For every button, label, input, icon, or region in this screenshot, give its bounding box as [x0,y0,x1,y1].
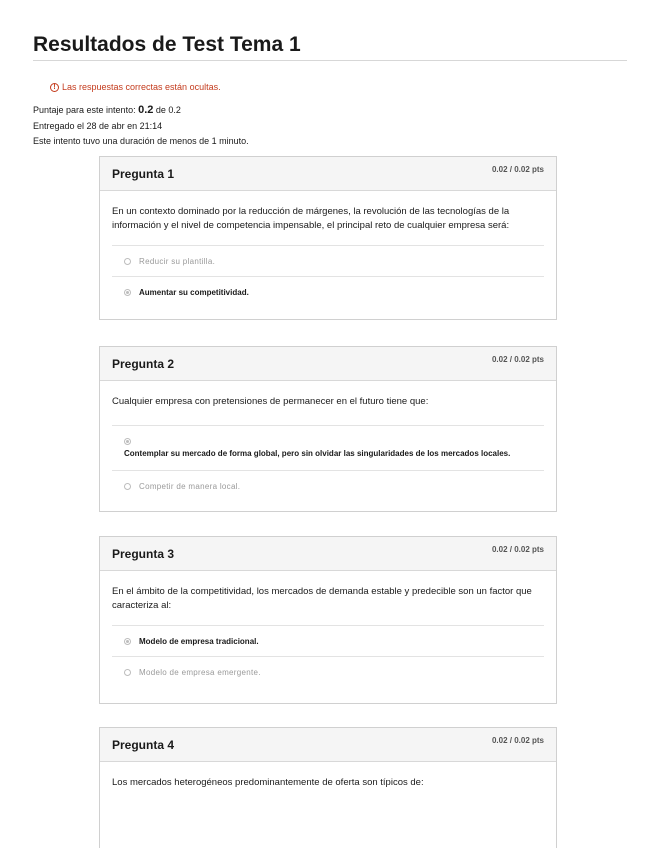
radio-unselected-icon[interactable] [124,483,131,490]
answer-option[interactable] [112,625,544,656]
question-card [99,727,557,848]
answer-label: Contemplar su mercado de forma global, pero sin olvidar las singularidades de los mercados locales. [124,449,511,458]
question-text: En un contexto dominado por la reducción de márgenes, la revolución de las tecnologías de la información y el nivel de competencia impensable, el principal reto de cualquier empresa será: [112,206,510,231]
question-header [100,347,556,381]
answer-label: Competir de manera local. [139,481,241,491]
question-header [100,728,556,762]
radio-selected-icon[interactable] [124,638,131,645]
question-card [99,346,557,512]
question-header [100,537,556,571]
radio-selected-icon[interactable] [124,438,131,445]
radio-selected-icon[interactable] [124,289,131,296]
question-text: En el ámbito de la competitividad, los mercados de demanda estable y predecible son un factor que caracteriza al: [112,586,532,611]
question-title: Pregunta 2 [112,357,175,371]
radio-unselected-icon[interactable] [124,669,131,676]
notice-text: Las respuestas correctas están ocultas. [62,82,221,92]
question-title: Pregunta 4 [112,738,175,752]
answer-label: Modelo de empresa tradicional. [139,636,259,646]
warning-icon: ! [50,83,59,92]
question-points: 0.02 / 0.02 pts [491,165,544,174]
question-title: Pregunta 3 [112,547,175,561]
answer-option[interactable] [112,470,544,501]
question-card [99,156,557,320]
score-line [33,104,181,116]
question-text: Los mercados heterogéneos predominantemente de oferta son típicos de: [112,777,424,788]
score-value: 0.2 [138,104,154,116]
answer-option[interactable] [112,245,544,276]
answer-list [112,245,544,307]
hidden-answers-notice [50,82,221,92]
question-card [99,536,557,704]
answer-option[interactable] [112,276,544,307]
question-text: Cualquier empresa con pretensiones de permanecer en el futuro tiene que: [112,396,429,407]
answer-option[interactable] [112,425,544,470]
score-prefix: Puntaje para este intento: [33,105,136,115]
question-points: 0.02 / 0.02 pts [491,355,544,364]
answer-list [112,425,544,501]
answer-label: Modelo de empresa emergente. [139,667,261,677]
answer-label: Reducir su plantilla. [139,256,216,266]
radio-unselected-icon[interactable] [124,258,131,265]
answer-label: Aumentar su competitividad. [139,287,249,297]
question-points: 0.02 / 0.02 pts [491,545,544,554]
submitted-line: Entregado el 28 de abr en 21:14 [33,121,163,131]
answer-list [112,625,544,687]
question-title: Pregunta 1 [112,167,175,181]
page-title: Resultados de Test Tema 1 [33,33,301,56]
score-suffix: de 0.2 [155,105,181,115]
question-header [100,157,556,191]
answer-option[interactable] [112,656,544,687]
duration-line: Este intento tuvo una duración de menos de 1 minuto. [33,136,249,146]
title-divider [33,60,627,61]
question-points: 0.02 / 0.02 pts [491,736,544,745]
